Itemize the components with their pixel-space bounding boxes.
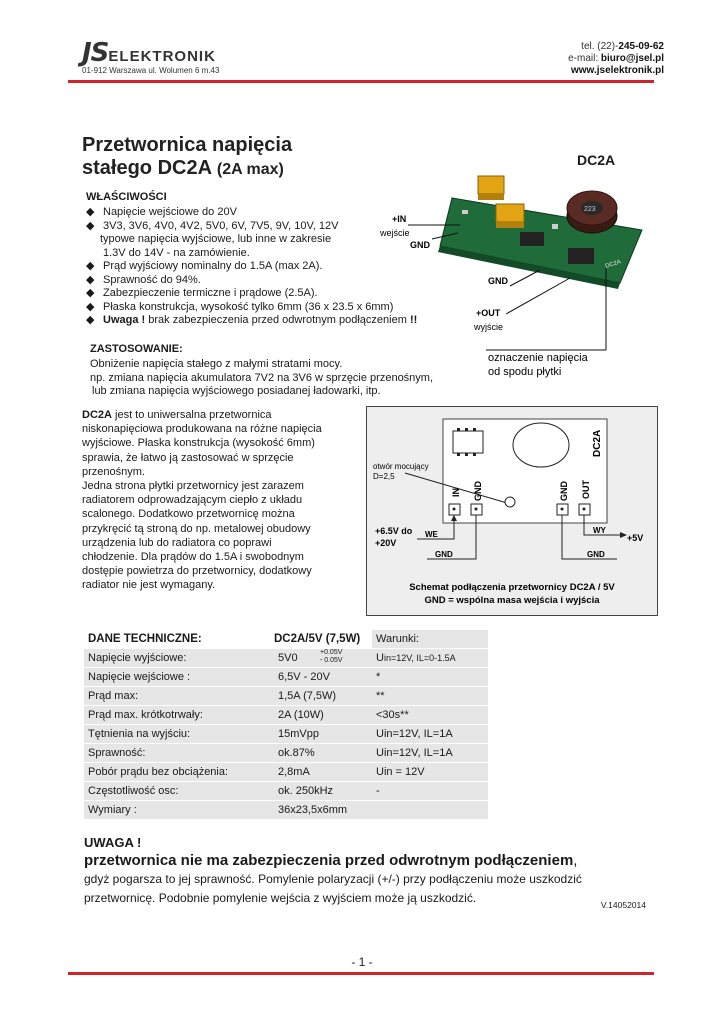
output-voltage: +5V	[627, 533, 644, 543]
spec-table	[84, 629, 488, 820]
spec-value: 1,5A (7,5W)	[274, 687, 372, 705]
capacitor-top	[478, 176, 504, 194]
page-title	[82, 134, 292, 181]
spec-cond: Uin=12V, IL=1A	[372, 744, 488, 762]
pad-dot	[561, 508, 564, 511]
description-line: urządzenia lub do radiatora co poprawi	[82, 536, 272, 549]
spec-cond: Uin=12V, IL=1A	[372, 725, 488, 743]
description-line: scalonego. Dodatkowo przetwornicę można	[82, 508, 295, 521]
table-row	[84, 706, 488, 724]
hole-label2: D=2,5	[373, 472, 395, 481]
contact-tel: tel. (22)-245-09-62	[581, 41, 664, 52]
diamond-bullet-icon: ◆	[86, 287, 95, 299]
spec-header-row	[84, 630, 488, 648]
pin-label-gnd2: GND	[559, 481, 569, 501]
schematic-caption1: Schemat podłączenia przetwornicy DC2A / 5V	[409, 582, 615, 593]
smd-part	[552, 224, 558, 229]
spec-cond: <30s**	[372, 706, 488, 724]
table-row	[84, 687, 488, 705]
capacitor-top-side	[478, 194, 504, 200]
label-in-gnd: GND	[410, 240, 430, 250]
list-item: ◆ Uwaga ! brak zabezpieczenia przed odwrotnym podłączeniem !!	[86, 314, 418, 326]
description-line: niskonapięciowa produkowana na różne napięcia	[82, 423, 322, 436]
application-line2: np. zmiana napięcia akumulatora 7V2 na 3V6 w sprzęcie przenośnym,	[90, 371, 434, 384]
spec-cond: **	[372, 687, 488, 705]
contact-block	[568, 41, 664, 77]
list-item-cont: typowe napięcia wyjściowe, lub inne w zakresie	[100, 233, 332, 245]
schematic-box	[366, 406, 658, 616]
mounting-hole	[505, 497, 515, 507]
label-out-word: wyjście	[474, 322, 504, 332]
pad-dot	[583, 508, 586, 511]
list-item: ◆ Płaska konstrukcja, wysokość tylko 6mm (36 x 23.5 x 6mm)	[86, 300, 394, 313]
version-label: V.14052014	[600, 900, 646, 910]
warning-bold-line: przetwornica nie ma zabezpieczenia przed odwrotnym podłączeniem,	[84, 852, 578, 869]
diode	[568, 248, 594, 264]
ic-pin	[457, 428, 460, 431]
pcb-text: DC2A	[604, 259, 622, 270]
pin-label-out: OUT	[581, 480, 591, 499]
spec-param: Tętnienia na wyjściu:	[84, 725, 274, 743]
spec-tolerance: +0.05V - 0.05V	[320, 649, 343, 664]
warning-line3: przetwornicę. Podobnie pomylenie wejścia z wyjściem może ją uszkodzić.	[84, 891, 477, 905]
ic-chip	[520, 232, 544, 246]
diamond-bullet-icon: ◆	[86, 273, 95, 286]
smd-part	[462, 210, 468, 214]
spec-value: 2A (10W)	[274, 706, 372, 724]
features-heading: WŁAŚCIWOŚCI	[86, 191, 167, 203]
application-line1: Obniżenie napięcia stałego z małymi stratami mocy.	[90, 358, 343, 370]
arrow-out-icon	[620, 532, 627, 538]
spec-param: Wymiary :	[84, 801, 274, 819]
spec-param: Prąd max:	[84, 687, 274, 705]
description-line: przenośnym.	[82, 465, 145, 478]
list-item: ◆ Prąd wyjściowy nominalny do 1.5A (max 2A).	[86, 260, 323, 272]
label-we: WE	[425, 530, 438, 539]
input-voltage1: +6.5V do	[375, 526, 413, 536]
spec-value: 6,5V - 20V	[274, 668, 372, 686]
spec-heading: DANE TECHNICZNE:	[88, 633, 202, 645]
schematic-board-label: DC2A	[592, 429, 603, 457]
diamond-bullet-icon: ◆	[86, 300, 95, 313]
diamond-bullet-icon: ◆	[86, 219, 95, 232]
spec-model: DC2A/5V (7,5W)	[274, 633, 361, 645]
label-marking1: oznaczenie napięcia	[488, 352, 588, 364]
spec-param: Prąd max. krótkotrwały:	[84, 706, 274, 724]
warning-line2: gdyż pogarsza to jej sprawność. Pomylenie polaryzacji (+/-) przy podłączeniu może uszkodzić	[84, 872, 582, 886]
list-item: ◆ 3V3, 3V6, 4V0, 4V2, 5V0, 6V, 7V5, 9V, 10V, 12V	[86, 219, 339, 232]
capacitor-bottom-side	[496, 222, 524, 228]
logo	[82, 38, 216, 68]
hole-label1: otwór mocujący	[373, 462, 429, 471]
spec-value: 5V0 +0.05V - 0.05V	[274, 649, 372, 667]
gnd-right: GND	[587, 550, 605, 559]
schematic-diagram	[367, 407, 657, 615]
pad-dot	[475, 508, 478, 511]
description-line: wyjściowe. Płaska konstrukcja (wysokość 6mm)	[82, 437, 315, 450]
label-marking2: od spodu płytki	[488, 366, 562, 378]
diamond-bullet-icon: ◆	[86, 314, 95, 326]
spec-cond: Uin=12V, IL=0-1.5A	[372, 649, 488, 667]
model-label: DC2A	[577, 152, 616, 168]
table-row	[84, 744, 488, 762]
spec-param: Częstotliwość osc:	[84, 782, 274, 800]
description-line: sprawia, że łatwo ją zastosować w sprzęcie	[82, 451, 294, 464]
description-line: radiator nie jest wymagany.	[82, 579, 216, 592]
spec-cond: *	[372, 668, 488, 686]
description-line: dostępie powietrza do przetwornicy, dodatkowy	[82, 565, 312, 578]
description-line: przykręcić tą stroną do np. metalowej obudowy	[82, 522, 311, 535]
contact-website[interactable]: www.jselektronik.pl	[571, 65, 664, 76]
ic-pin	[473, 428, 476, 431]
table-row	[84, 801, 488, 819]
contact-email: e-mail: biuro@jsel.pl	[568, 53, 664, 64]
spec-param: Sprawność:	[84, 744, 274, 762]
list-item: ◆ Zabezpieczenie termiczne i prądowe (2.5A).	[86, 287, 318, 299]
logo-js: JS	[82, 38, 109, 68]
ic-pin	[465, 428, 468, 431]
pad-dot	[453, 508, 456, 511]
spec-value: 2,8mA	[274, 763, 372, 781]
ic-pin	[457, 453, 460, 456]
description-line: Jedna strona płytki przetwornicy jest zarazem	[82, 480, 304, 493]
spec-value: 15mVpp	[274, 725, 372, 743]
table-row	[84, 782, 488, 800]
spec-param: Napięcie wejściowe :	[84, 668, 274, 686]
leader-line	[510, 270, 540, 286]
logo-elektronik: ELEKTRONIK	[108, 48, 216, 65]
table-row	[84, 725, 488, 743]
title-line1: Przetwornica napięcia	[82, 134, 293, 156]
application-text	[90, 358, 433, 399]
spec-value: 36x23,5x6mm	[274, 801, 372, 819]
description-line: radiatorem odprowadzającym ciepło z układu	[82, 494, 303, 507]
table-row	[84, 763, 488, 781]
gnd-left: GND	[435, 550, 453, 559]
table-row	[84, 668, 488, 686]
capacitor-bottom	[496, 204, 524, 222]
label-out-plus: +OUT	[476, 308, 501, 318]
company-address: 01-912 Warszawa ul. Wolumen 6 m.43	[82, 66, 220, 75]
schematic-caption2: GND = wspólna masa wejścia i wyjścia	[424, 595, 600, 606]
spec-conditions-header: Warunki:	[372, 630, 488, 648]
ic-pin	[473, 453, 476, 456]
title-line2: stałego DC2A (2A max)	[82, 157, 284, 179]
header-divider	[68, 80, 654, 83]
diamond-bullet-icon: ◆	[86, 260, 95, 272]
application-heading: ZASTOSOWANIE:	[90, 343, 183, 355]
spec-cond: Uin = 12V	[372, 763, 488, 781]
label-in-plus: +IN	[392, 214, 407, 224]
diamond-bullet-icon: ◆	[86, 206, 95, 218]
spec-param: Napięcie wyjściowe:	[84, 649, 274, 667]
product-photo	[370, 168, 660, 388]
ic-pin	[465, 453, 468, 456]
page-number: - 1 -	[351, 955, 373, 969]
spec-value: ok.87%	[274, 744, 372, 762]
pin-label-in: IN	[451, 488, 461, 497]
spec-cond: -	[372, 782, 488, 800]
input-voltage2: +20V	[375, 538, 397, 548]
spec-value: ok. 250kHz	[274, 782, 372, 800]
label-wy: WY	[593, 526, 606, 535]
warning-text	[84, 870, 654, 908]
list-item-cont: 1.3V do 14V - na zamówienie.	[103, 246, 250, 259]
warning-title: UWAGA !	[84, 835, 142, 850]
spec-param: Pobór prądu bez obciążenia:	[84, 763, 274, 781]
footer-divider	[68, 972, 654, 975]
list-item: ◆ Sprawność do 94%.	[86, 273, 201, 286]
inductor-label: 223	[584, 206, 596, 213]
table-row	[84, 649, 488, 667]
spec-cond	[372, 801, 488, 819]
label-in-word: wejście	[380, 228, 410, 238]
description	[82, 408, 350, 593]
label-out-gnd: GND	[488, 276, 508, 286]
pin-label-gnd1: GND	[473, 481, 483, 501]
description-line: DC2A jest to uniwersalna przetwornica	[82, 409, 272, 421]
application-line3: lub zmiana napięcia wyjściowego posiadanej ładowarki, itp.	[92, 385, 381, 397]
list-item: ◆ Napięcie wejściowe do 20V	[86, 206, 237, 218]
description-line: chłodzenie. Dla prądów do 1.5A i swobodnym	[82, 551, 304, 564]
